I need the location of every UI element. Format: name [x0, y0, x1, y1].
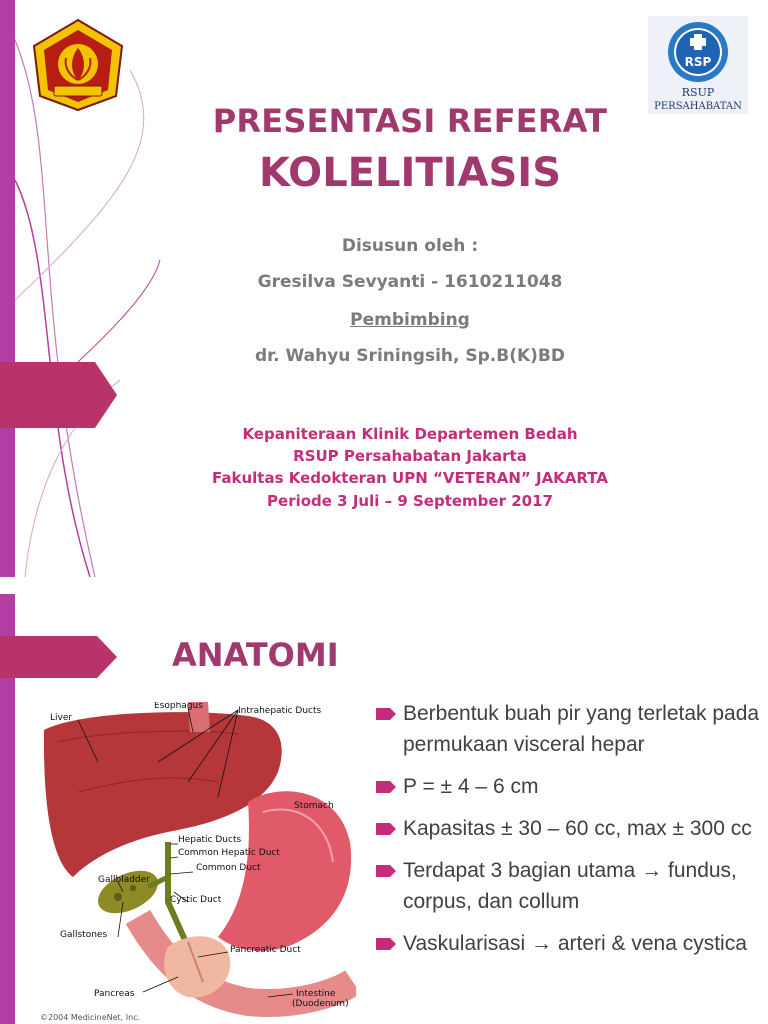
bullet-text: Kapasitas ± 30 – 60 cc, max ± 300 cc: [403, 817, 752, 840]
label-cystic-duct: Cystic Duct: [170, 895, 222, 905]
bullet-text: Terdapat 3 bagian utama → fundus, corpus, dan collum: [403, 859, 737, 913]
anatomy-bullet-list: [372, 698, 762, 970]
bullet-text: P = ± 4 – 6 cm: [403, 775, 539, 798]
institution-line: Periode 3 Juli – 9 September 2017: [267, 492, 553, 510]
label-common-duct: Common Duct: [196, 863, 261, 873]
slide-title: ANATOMI: [172, 636, 339, 674]
label-intestine: Intestine: [296, 989, 336, 999]
list-item: [372, 813, 762, 844]
label-common-hepatic-duct: Common Hepatic Duct: [178, 848, 280, 858]
supervisor-label: Pembimbing: [350, 310, 470, 330]
arrow-tab-icon: [0, 362, 117, 428]
anatomy-slide: [0, 594, 768, 1024]
label-gallbladder: Gallbladder: [98, 875, 150, 885]
bullet-arrow-icon: [376, 865, 396, 877]
list-item: [372, 928, 762, 959]
label-esophagus: Esophagus: [154, 702, 203, 711]
label-duodenum: (Duodenum): [292, 999, 349, 1009]
label-intrahepatic-ducts: Intrahepatic Ducts: [238, 706, 322, 716]
bullet-text: Berbentuk buah pir yang terletak pada permukaan visceral hepar: [403, 702, 760, 756]
arrow-tab-icon: [0, 636, 117, 678]
list-item: [372, 855, 762, 917]
bullet-arrow-icon: [376, 823, 396, 835]
figure-copyright: ©2004 MedicineNet, Inc.: [40, 1013, 141, 1022]
institution-line: Fakultas Kedokteran UPN “VETERAN” JAKARTA: [212, 469, 608, 487]
supervisor-name: dr. Wahyu Sriningsih, Sp.B(K)BD: [254, 346, 566, 366]
bullet-arrow-icon: [376, 938, 396, 950]
institution-line: RSUP Persahabatan Jakarta: [293, 447, 527, 465]
presentation-heading: PRESENTASI REFERAT: [212, 102, 608, 140]
bullet-arrow-icon: [376, 708, 396, 720]
presentation-title: KOLELITIASIS: [258, 150, 561, 196]
gallbladder-anatomy-figure: [38, 702, 356, 1024]
logo-rsup-icon: [648, 16, 748, 114]
logo-rsup-caption-2: PERSAHABATAN: [654, 101, 742, 112]
bullet-text: Vaskularisasi → arteri & vena cystica: [403, 932, 747, 955]
label-gallstones: Gallstones: [60, 930, 108, 940]
list-item: [372, 698, 762, 760]
logo-upn-icon: [30, 18, 126, 112]
logo-rsup-badge-text: RSP: [684, 55, 712, 69]
logo-rsup-caption-1: RSUP: [681, 86, 715, 99]
institution-line: Kepaniteraan Klinik Departemen Bedah: [242, 425, 578, 443]
label-stomach: Stomach: [294, 801, 334, 811]
label-pancreas: Pancreas: [94, 989, 135, 999]
label-pancreatic-duct: Pancreatic Duct: [230, 945, 301, 955]
bullet-arrow-icon: [376, 781, 396, 793]
prepared-by-label: Disusun oleh :: [341, 236, 479, 256]
slide-separator: [0, 577, 768, 594]
list-item: [372, 771, 762, 802]
label-liver: Liver: [50, 713, 73, 723]
author-name: Gresilva Sevyanti - 1610211048: [257, 272, 563, 292]
label-hepatic-ducts: Hepatic Ducts: [178, 835, 242, 845]
